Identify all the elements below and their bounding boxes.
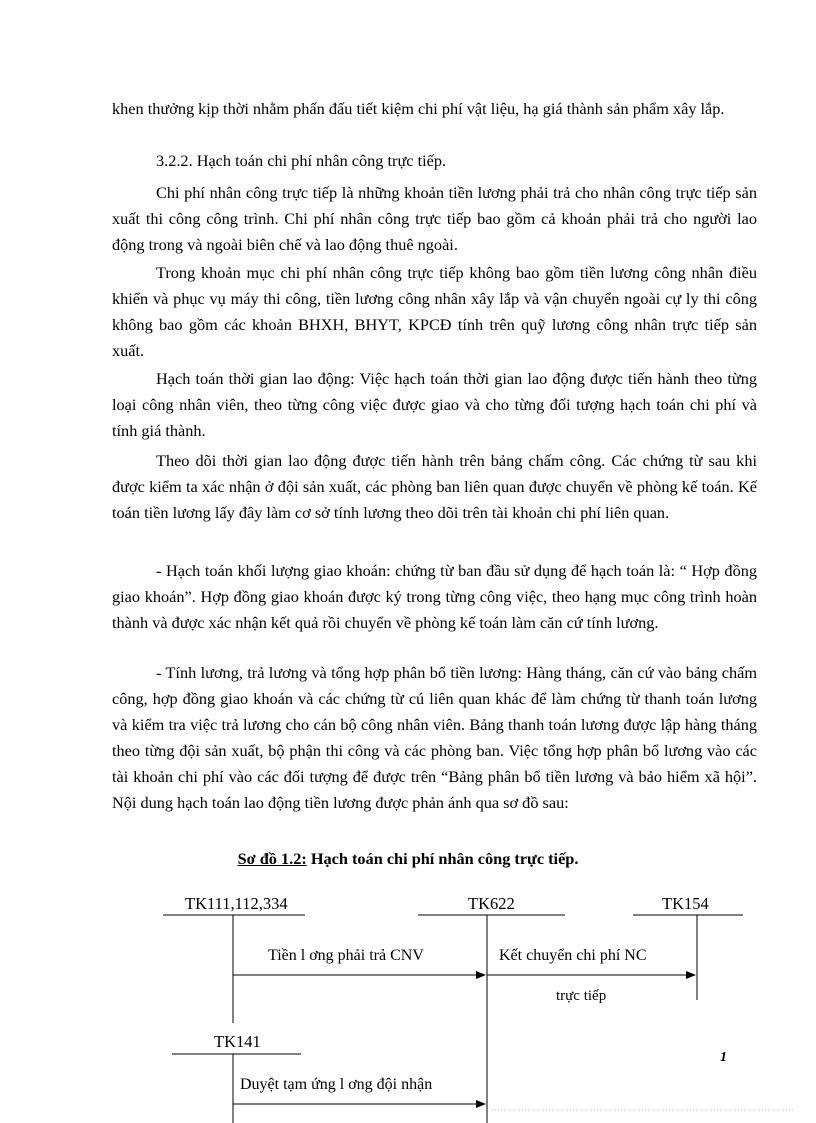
account-tk622: TK622 [468,894,515,913]
paragraph-7: - Hạch toán khối lượng giao khoán: chứng từ ban đầu sử dụng để hạch toán là: “ Hợp đồng giao khoán”. Hợp đồng giao khoán được ký trong từng công việc, theo hạng mục công trình hoàn thành và được xác nhận kết quả rồi chuyển về phòng kế toán làm căn cứ tính lương. [112,561,757,632]
label-advance: Duyệt tạm ứng l ơng đội nhận [240,1076,433,1093]
section-heading: 3.2.2. Hạch toán chi phí nhân công trực tiếp. [156,151,447,170]
paragraph-4: Trong khoản mục chi phí nhân công trực tiếp không bao gồm tiền lương công nhân điều khiển và phục vụ máy thi công, tiền lương công nhân xây lắp và vận chuyển ngoài cự ly thi công không bao gồm các khoản BHXH, BHYT, KPCĐ tính trên quỹ lương công nhân trực tiếp sản xuất. [112,263,757,360]
label-transfer-1: Kết chuyển chi phí NC [499,947,647,964]
label-transfer-2: trực tiếp [556,988,607,1004]
paragraph-5: Hạch toán thời gian lao động: Việc hạch toán thời gian lao động được tiến hành theo từng loại công nhân viên, theo từng công việc được giao và cho từng đối tượng hạch toán chi phí và tính giá thành. [112,369,757,440]
account-tk141: TK141 [214,1032,261,1051]
account-tk111: TK111,112,334 [185,894,288,913]
paragraph-6: Theo dõi thời gian lao động được tiến hành trên bảng chấm công. Các chứng từ sau khi được kiểm ta xác nhận ở đội sản xuất, các phòng ban liên quan được chuyển về phòng kế toán. Kế toán tiền lương lấy đây làm cơ sở tính lương theo dõi trên tài khoản chi phí liên quan. [112,451,757,522]
paragraph-1: khen thưởng kịp thời nhằm phấn đấu tiết kiệm chi phí vật liệu, hạ giá thành sản phẩm xây lắp. [112,99,725,118]
label-wages: Tiền l ơng phải trả CNV [268,947,424,964]
paragraph-3: Chi phí nhân công trực tiếp là những khoản tiền lương phải trả cho nhân công trực tiếp sản xuất thi công công trình. Chi phí nhân công trực tiếp bao gồm cả khoản phải trả cho người lao động trong và ngoài biên chế và lao động thuê ngoài. [112,183,757,254]
account-tk154: TK154 [662,894,709,913]
diagram-caption-label: Sơ đồ 1.2: [237,849,307,868]
diagram-caption-title: Hạch toán chi phí nhân công trực tiếp. [306,849,579,868]
diagram-caption [0,846,816,872]
page-number: 1 [720,1050,727,1065]
paragraph-8: - Tính lương, trả lương và tổng hợp phân bổ tiền lương: Hàng tháng, căn cứ vào bảng chấm công, hợp đồng giao khoán và các chứng từ cú liên quan khác để làm chứng từ thanh toán lương và kiểm tra việc trả lương cho cán bộ công nhân viên. Bảng thanh toán lương được lập hàng tháng theo từng đội sản xuất, bộ phận thi công và các phòng ban. Việc tổng hợp phân bổ lương vào các tài khoản chi phí vào các đối tượng để được trên “Bảng phân bổ tiền lương và bảo hiểm xã hội”. Nội dung hạch toán lao động tiền lương được phản ánh qua sơ đồ sau: [112,663,757,812]
